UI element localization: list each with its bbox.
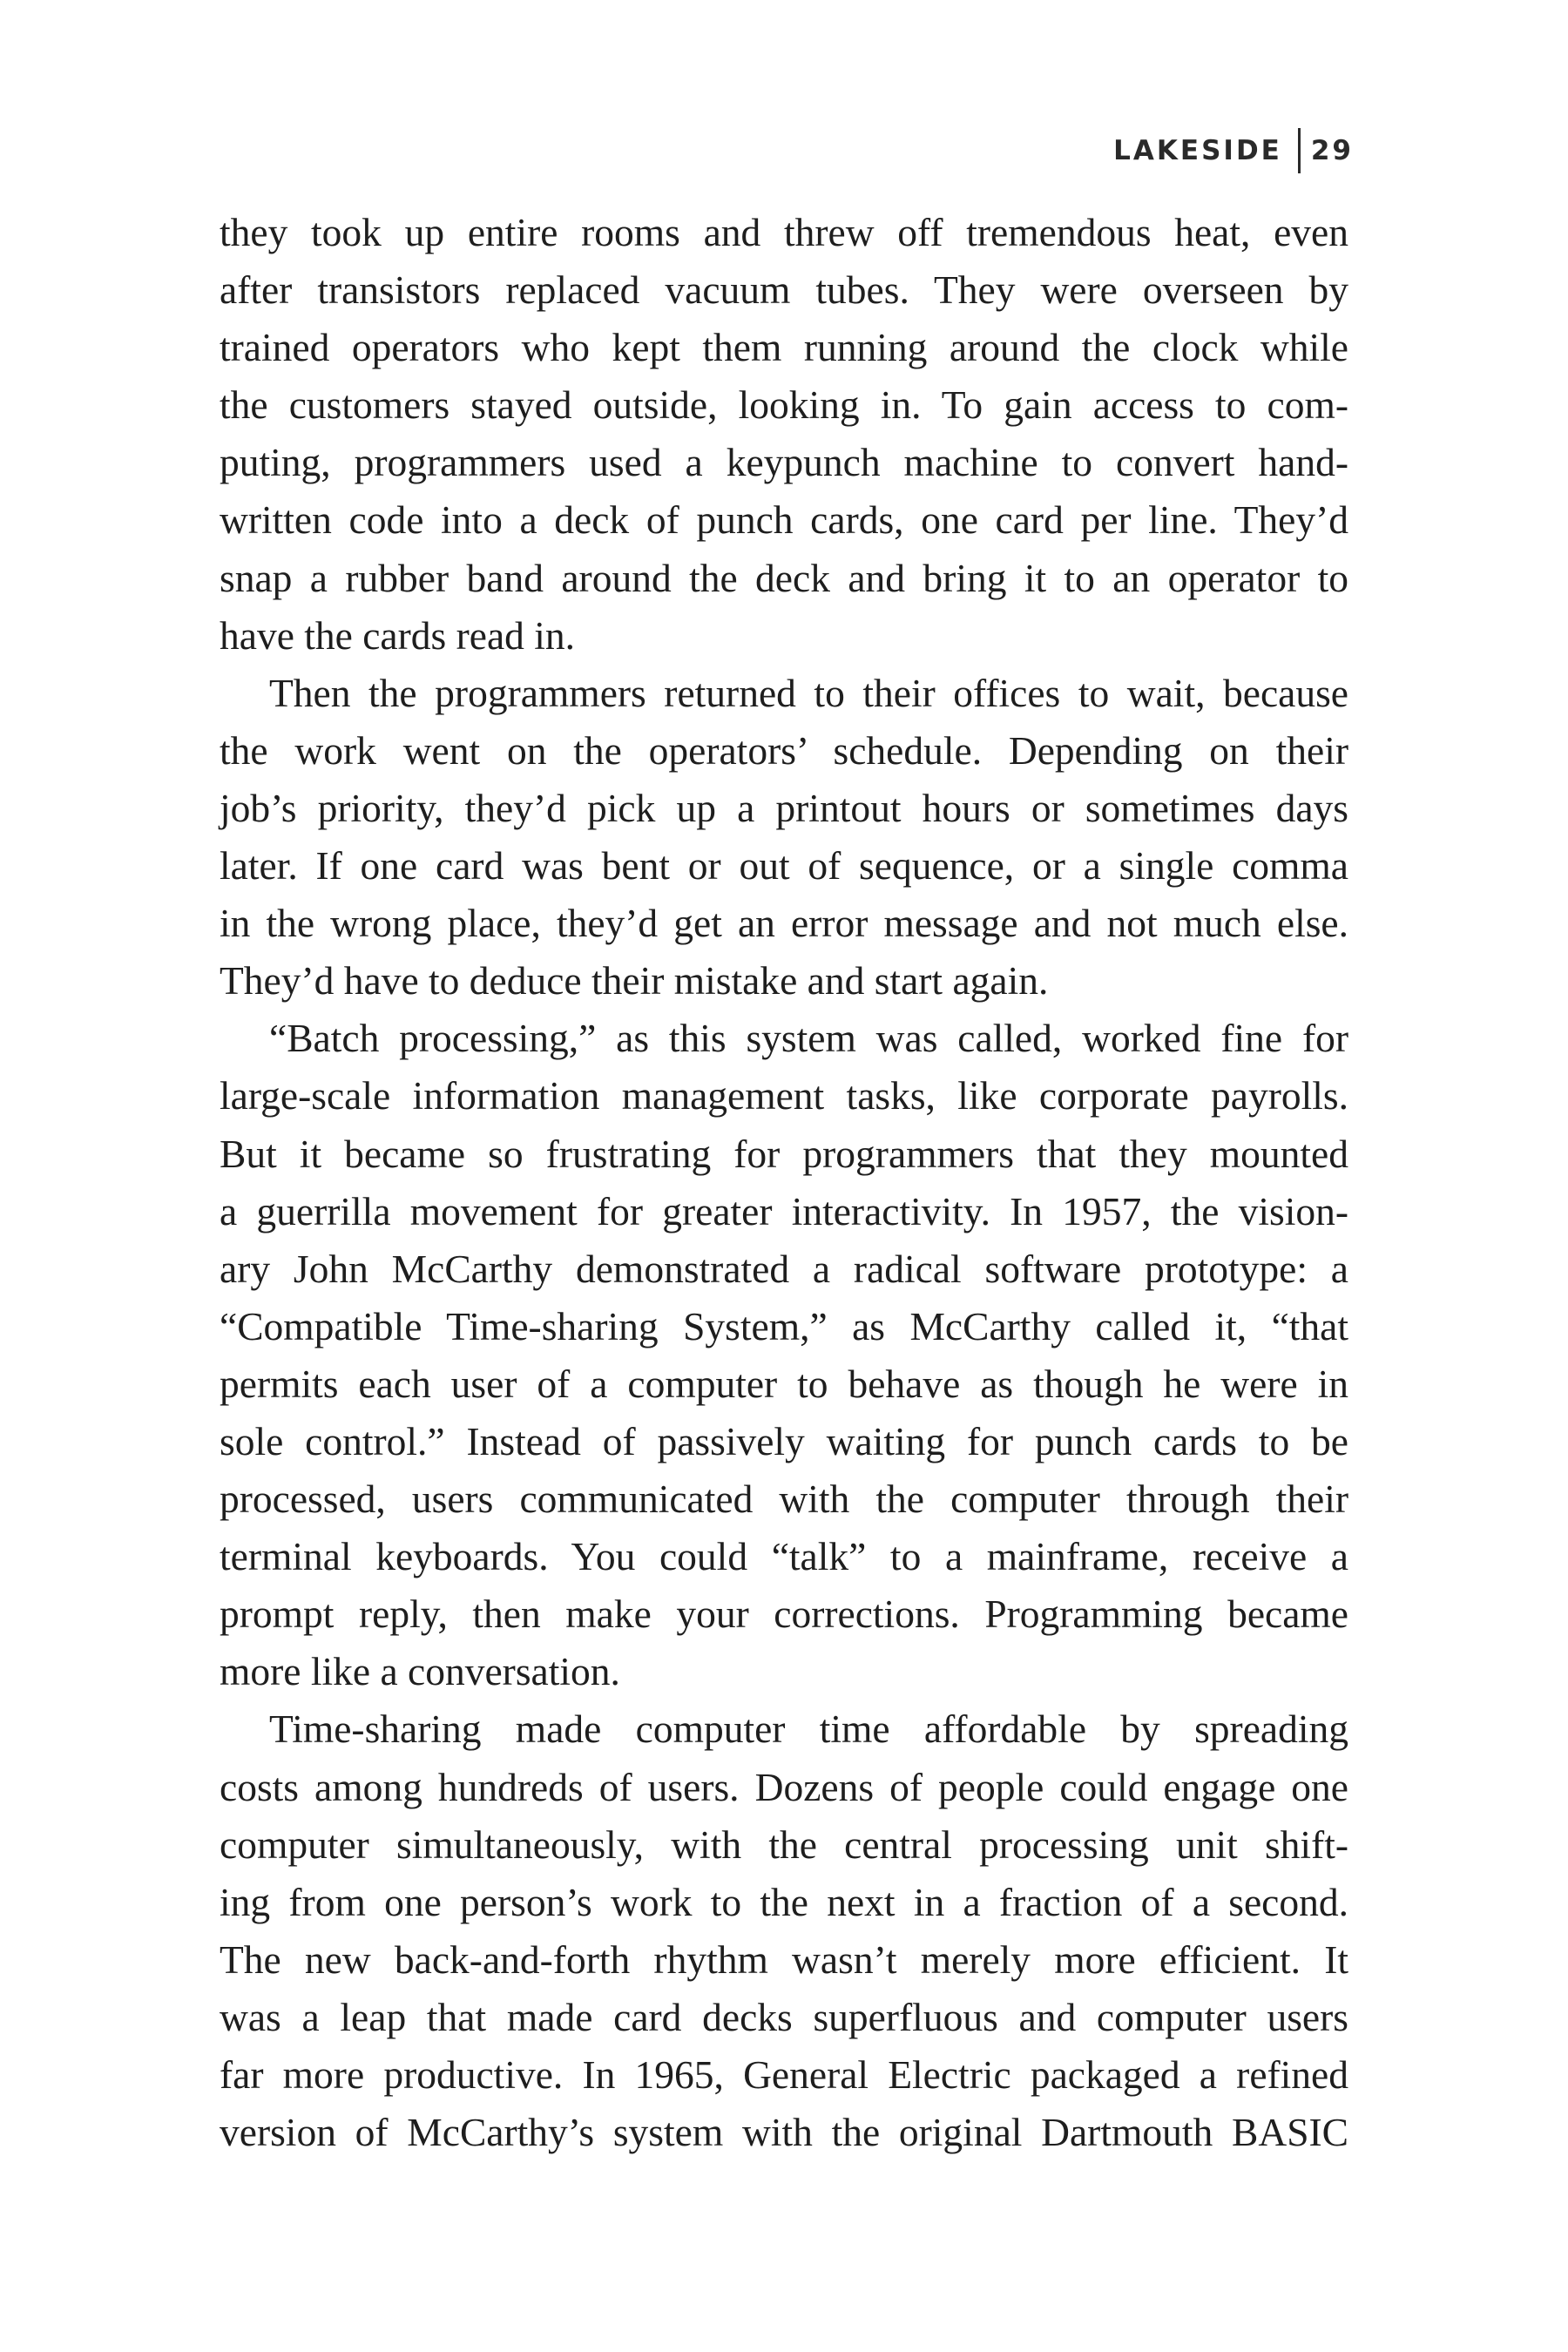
text-line: job’s priority, they’d pick up a printout hours or sometimes days [220,785,1348,830]
text-line: Then the programmers returned to their offices to wait, because [269,670,1348,715]
header-divider [1298,128,1301,173]
text-line: computer simultaneously, with the central processing unit shift- [220,1821,1348,1867]
text-line: the work went on the operators’ schedule. Depending on their [220,727,1348,773]
text-line: after transistors replaced vacuum tubes. They were overseen by [220,267,1348,313]
paragraph [220,665,1348,1010]
text-line: The new back-and-forth rhythm wasn’t merely more efficient. It [220,1936,1348,1982]
text-line: ing from one person’s work to the next in a fraction of a second. [220,1879,1348,1924]
text-line: ary John McCarthy demonstrated a radical software prototype: a [220,1246,1348,1291]
text-line: permits each user of a computer to behave as though he were in [220,1361,1348,1406]
page-number: 29 [1310,135,1354,166]
text-line: more like a conversation. [220,1649,620,1694]
text-line: later. If one card was bent or out of sequence, or a single comma [220,843,1348,889]
text-line: processed, users communicated with the computer through their [220,1477,1348,1522]
text-line: But it became so frustrating for programmers that they mounted [220,1131,1348,1176]
running-head [1113,129,1354,172]
text-line: written code into a deck of punch cards, one card per line. They’d [220,497,1348,543]
text-line: version of McCarthy’s system with the original Dartmouth BASIC [220,2110,1348,2155]
text-line: Time-sharing made computer time affordable by spreading [269,1707,1348,1752]
text-line: the customers stayed outside, looking in. To gain access to com- [220,382,1348,428]
text-line: costs among hundreds of users. Dozens of people could engage one [220,1764,1348,1809]
text-line: a guerrilla movement for greater interactivity. In 1957, the vision- [220,1188,1348,1233]
text-line: prompt reply, then make your corrections. Programming became [220,1592,1348,1637]
text-line: puting, programmers used a keypunch machine to convert hand- [220,440,1348,485]
paragraph [220,1010,1348,1700]
paragraph [220,204,1348,665]
text-line: in the wrong place, they’d get an error message and not much else. [220,901,1348,946]
text-line: have the cards read in. [220,612,576,658]
text-line: large-scale information management tasks, like corporate payrolls. [220,1073,1348,1119]
text-line: They’d have to deduce their mistake and start again. [220,958,1049,1004]
section-title: LAKESIDE [1113,135,1282,166]
text-line: snap a rubber band around the deck and bring it to an operator to [220,555,1348,600]
text-line: trained operators who kept them running around the clock while [220,325,1348,370]
text-line: sole control.” Instead of passively waiting for punch cards to be [220,1418,1348,1463]
body-text [220,204,1348,2161]
text-line: “Batch processing,” as this system was called, worked fine for [269,1016,1348,1061]
text-line: terminal keyboards. You could “talk” to a mainframe, receive a [220,1534,1348,1579]
paragraph [220,1700,1348,2161]
text-line: “Compatible Time-sharing System,” as McCarthy called it, “that [220,1303,1348,1348]
text-line: was a leap that made card decks superfluous and computer users [220,1994,1348,2039]
text-line: they took up entire rooms and threw off tremendous heat, even [220,210,1348,254]
text-line: far more productive. In 1965, General Electric packaged a refined [220,2052,1348,2097]
